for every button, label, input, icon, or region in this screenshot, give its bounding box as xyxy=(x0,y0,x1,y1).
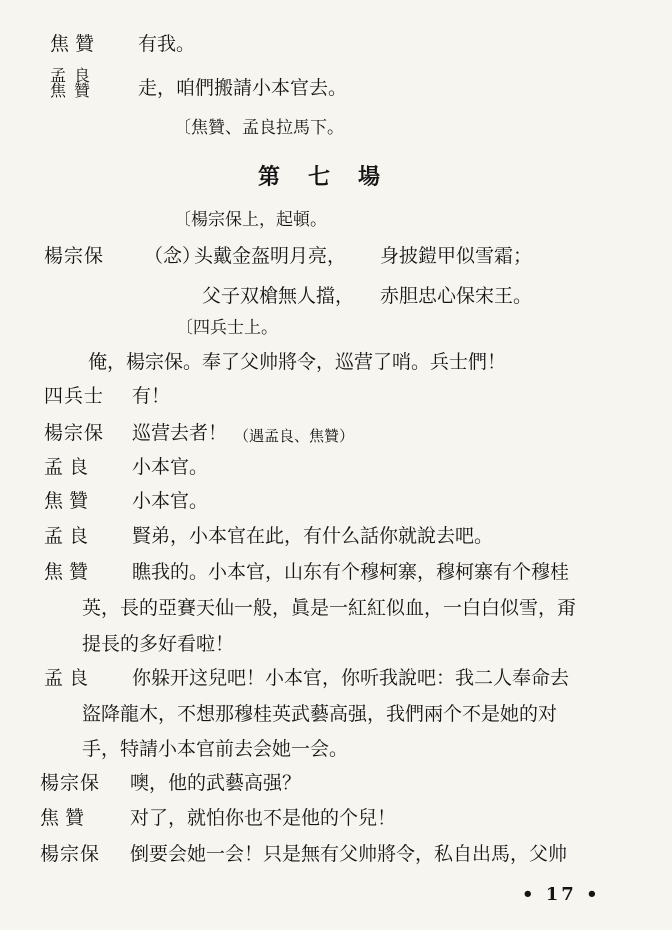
speaker-name: 楊宗保 xyxy=(44,422,105,444)
dialogue-text: 走，咱們搬請小本官去。 xyxy=(138,77,348,99)
speaker-name: 焦贊 xyxy=(44,561,95,583)
verse-text: 父子双槍無人擋， xyxy=(202,285,355,307)
dialogue-text: 賢弟，小本官在此，有什么話你就說去吧。 xyxy=(132,525,494,547)
dialogue-continuation: 英，長的亞賽天仙一般，眞是一紅紅似血，一白白似雪，甭 xyxy=(82,597,577,619)
speaker-name-bottom: 焦贊 xyxy=(50,81,99,100)
dialogue-text: 巡营去者！ xyxy=(132,422,228,444)
speaker-name: 焦贊 xyxy=(44,490,95,512)
dialogue-text: 噢，他的武藝高强？ xyxy=(130,772,302,794)
stage-note: （遇孟良、焦贊） xyxy=(234,427,355,445)
stage-direction: 〔四兵士上。 xyxy=(176,318,278,338)
page-number: • 17 • xyxy=(522,884,601,905)
verse-text: 头戴金盔明月亮， xyxy=(194,245,347,267)
dialogue-text: 有！ xyxy=(132,385,171,407)
scene-title: 第七場 xyxy=(258,164,409,190)
stage-direction: 〔楊宗保上，起頓。 xyxy=(174,210,327,230)
verse-text: 身披鎧甲似雪霜； xyxy=(380,245,533,267)
speaker-name: 孟良 xyxy=(44,525,95,547)
dialogue-text: 瞧我的。小本官，山东有个穆柯寨，穆柯寨有个穆桂 xyxy=(132,561,570,583)
dialogue-text: 小本官。 xyxy=(132,456,209,478)
dialogue-continuation: 手，特請小本官前去会她一会。 xyxy=(82,738,349,760)
speaker-name: 孟良 xyxy=(44,667,95,689)
speaker-name: 焦贊 xyxy=(40,807,91,829)
dialogue-continuation: 提長的多好看啦！ xyxy=(82,633,235,655)
dialogue-continuation: 盜降龍木，不想那穆桂英武藝高强，我們兩个不是她的对 xyxy=(82,703,558,725)
speaker-name: 孟良 xyxy=(44,456,95,478)
dialogue-text: 小本官。 xyxy=(132,490,209,512)
verse-text: 赤胆忠心保宋王。 xyxy=(380,285,533,307)
speaker-name: 楊宗保 xyxy=(40,843,101,865)
dialogue-text: 你躲开这兒吧！小本官，你听我說吧：我二人奉命去 xyxy=(132,667,570,689)
speaker-name: 焦贊 xyxy=(50,33,101,55)
dialogue-text: 对了，就怕你也不是他的个兒！ xyxy=(130,807,397,829)
speaker-name: 四兵士 xyxy=(44,385,105,407)
speaker-name: 楊宗保 xyxy=(44,245,105,267)
speaker-name-top: 孟良 xyxy=(50,66,99,85)
dialogue-text: 俺，楊宗保。奉了父帅將令，巡营了哨。兵士們！ xyxy=(88,351,507,373)
recitation-cue: （念） xyxy=(144,245,202,267)
speaker-name xyxy=(50,68,130,98)
speaker-name: 楊宗保 xyxy=(40,772,101,794)
stage-direction: 〔焦贊、孟良拉馬下。 xyxy=(174,118,344,138)
dialogue-text: 有我。 xyxy=(138,33,196,55)
dialogue-text: 倒要会她一会！只是無有父帅將令，私自出馬，父帅 xyxy=(130,843,568,865)
